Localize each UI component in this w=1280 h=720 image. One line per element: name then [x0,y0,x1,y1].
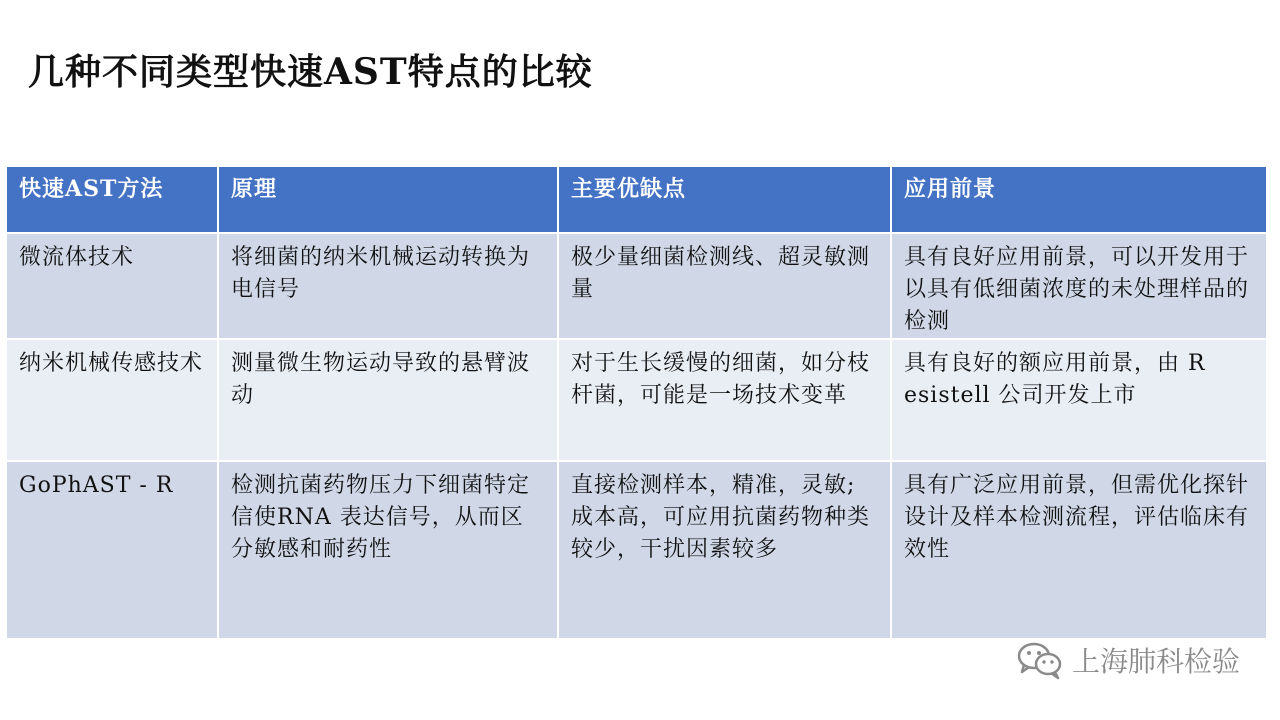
header-principle: 原理 [218,167,558,233]
cell-method: 纳米机械传感技术 [7,339,218,461]
watermark [1016,640,1240,680]
cell-method: 微流体技术 [7,233,218,339]
cell-prospect: 具有良好应用前景，可以开发用于以具有低细菌浓度的未处理样品的检测 [891,233,1266,339]
slide-title: 几种不同类型快速AST特点的比较 [28,51,593,93]
wechat-icon [1016,640,1064,680]
table-row [7,339,1266,461]
header-pros-cons: 主要优缺点 [558,167,891,233]
cell-pros-cons [558,461,891,639]
cell-principle: 将细菌的纳米机械运动转换为电信号 [218,233,558,339]
cell-pros-cons [558,233,891,339]
comparison-table-wrapper [7,167,1266,640]
pros-cons-line: 直接检测样本，精准，灵敏; [571,473,856,498]
pros-cons-line: 极少量细菌检测线、超灵敏测量 [571,245,871,302]
cell-prospect: 具有广泛应用前景，但需优化探针设计及样本检测流程，评估临床有效性 [891,461,1266,639]
cell-prospect: 具有良好的额应用前景，由 R esistell 公司开发上市 [891,339,1266,461]
watermark-text: 上海肺科检验 [1071,645,1240,678]
comparison-table [7,167,1266,640]
cell-method: GoPhAST - R [7,461,218,639]
table-row [7,233,1266,339]
cell-pros-cons [558,339,891,461]
cell-principle: 测量微生物运动导致的悬臂波动 [218,339,558,461]
table-header-row [7,167,1266,233]
table-row [7,461,1266,639]
header-method: 快速AST方法 [7,167,218,233]
pros-cons-line: 成本高，可应用抗菌药物种类较少，干扰因素较多 [571,505,871,562]
header-prospect: 应用前景 [891,167,1266,233]
cell-principle: 检测抗菌药物压力下细菌特定信使RNA 表达信号，从而区分敏感和耐药性 [218,461,558,639]
pros-cons-line: 对于生长缓慢的细菌，如分枝杆菌，可能是一场技术变革 [571,351,871,408]
